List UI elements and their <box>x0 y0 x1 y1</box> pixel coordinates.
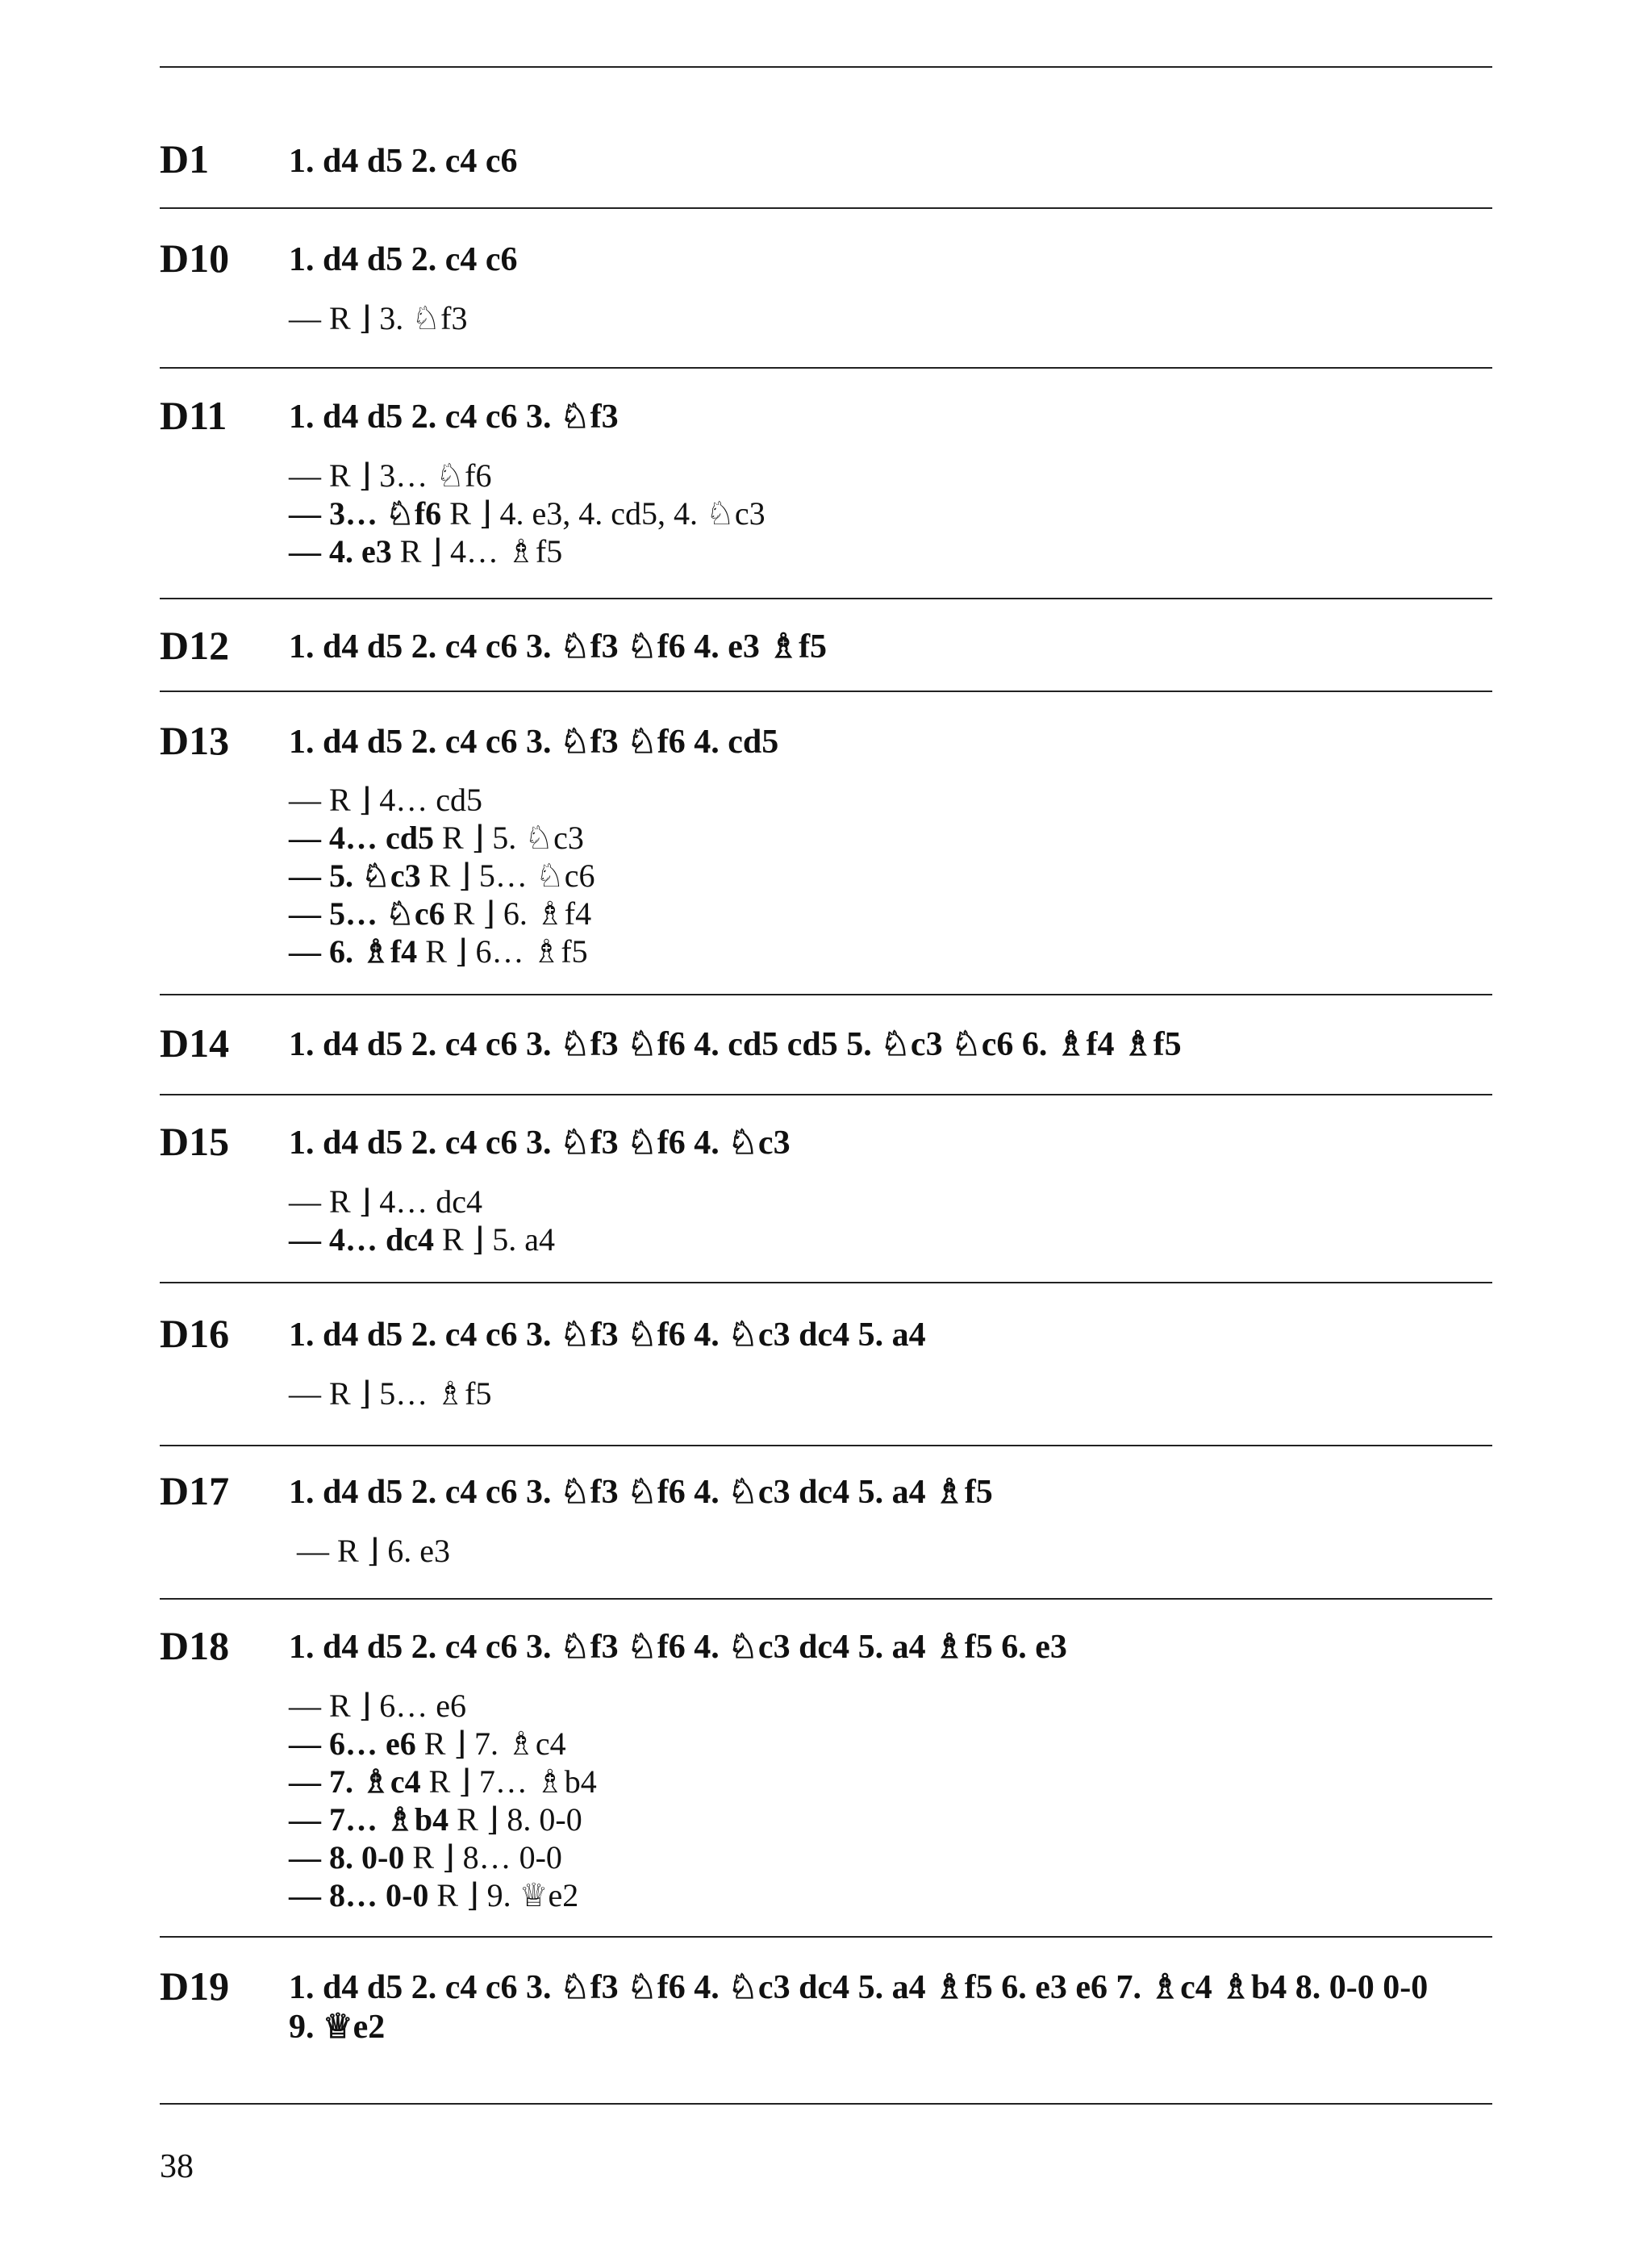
eco-code: D18 <box>160 1623 230 1668</box>
variation-list <box>289 299 467 337</box>
variation-line: — 4. e3 R ⌋ 4… ♗f5 <box>289 533 563 570</box>
variation-list <box>297 1532 450 1570</box>
main-line: 1. d4 d5 2. c4 c6 3. ♘f3 ♘f6 4. cd5 <box>289 724 779 761</box>
variation-list <box>289 457 766 570</box>
variation-line: — 4… cd5 R ⌋ 5. ♘c3 <box>289 820 584 856</box>
main-line: 1. d4 d5 2. c4 c6 3. ♘f3 ♘f6 4. cd5 cd5 5. ♘c3 ♘c6 6. ♗f4 ♗f5 <box>289 1026 1182 1063</box>
main-line: 1. d4 d5 2. c4 c6 <box>289 143 518 180</box>
variation-line: — 8… 0-0 R ⌋ 9. ♕e2 <box>289 1877 579 1913</box>
variation-list <box>289 1375 491 1412</box>
eco-code: D12 <box>160 623 230 668</box>
divider <box>160 994 1492 995</box>
eco-code: D17 <box>160 1468 230 1513</box>
divider <box>160 2103 1492 2105</box>
main-line: 1. d4 d5 2. c4 c6 3. ♘f3 ♘f6 4. ♘c3 dc4 5. a4 ♗f5 6. e3 <box>289 1629 1067 1666</box>
variation-list <box>289 781 595 970</box>
variation-line: — 6… e6 R ⌋ 7. ♗c4 <box>289 1725 566 1762</box>
variation-line: — 5. ♘c3 R ⌋ 5… ♘c6 <box>289 857 595 894</box>
eco-code: D16 <box>160 1311 230 1356</box>
variation-line: — 7… ♗b4 R ⌋ 8. 0-0 <box>289 1801 582 1838</box>
variation-line: — R ⌋ 3. ♘f3 <box>289 300 468 336</box>
divider <box>160 66 1492 68</box>
variation-line: — R ⌋ 5… ♗f5 <box>289 1375 492 1412</box>
eco-code: D10 <box>160 236 230 281</box>
page-number: 38 <box>160 2148 194 2185</box>
main-line: 1. d4 d5 2. c4 c6 3. ♘f3 ♘f6 4. ♘c3 dc4 5. a4 ♗f5 <box>289 1474 993 1511</box>
variation-line: — 5… ♘c6 R ⌋ 6. ♗f4 <box>289 895 592 932</box>
divider <box>160 1936 1492 1938</box>
divider <box>160 367 1492 369</box>
eco-code: D14 <box>160 1020 230 1066</box>
variation-line: — 8. 0-0 R ⌋ 8… 0-0 <box>289 1839 562 1876</box>
eco-code: D11 <box>160 393 227 438</box>
variation-list <box>289 1687 597 1914</box>
eco-code: D13 <box>160 718 230 763</box>
divider <box>160 691 1492 692</box>
divider <box>160 207 1492 209</box>
variation-line: — 6. ♗f4 R ⌋ 6… ♗f5 <box>289 933 588 970</box>
variation-line: — R ⌋ 3… ♘f6 <box>289 457 492 494</box>
divider <box>160 1094 1492 1095</box>
main-line: 1. d4 d5 2. c4 c6 <box>289 241 518 278</box>
divider <box>160 1598 1492 1600</box>
divider <box>160 598 1492 599</box>
main-line: 1. d4 d5 2. c4 c6 3. ♘f3 ♘f6 4. ♘c3 <box>289 1124 791 1162</box>
variation-line: — 4… dc4 R ⌋ 5. a4 <box>289 1221 556 1258</box>
variation-line: — R ⌋ 6… e6 <box>289 1688 467 1724</box>
eco-code: D19 <box>160 1963 230 2009</box>
eco-code: D1 <box>160 136 210 182</box>
variation-list <box>289 1183 555 1258</box>
variation-line: — R ⌋ 6. e3 <box>297 1533 451 1569</box>
variation-line: — 7. ♗c4 R ⌋ 7… ♗b4 <box>289 1763 597 1800</box>
divider <box>160 1282 1492 1283</box>
variation-line: — 3… ♘f6 R ⌋ 4. e3, 4. cd5, 4. ♘c3 <box>289 495 766 532</box>
eco-code: D15 <box>160 1119 230 1164</box>
divider <box>160 1445 1492 1446</box>
main-line: 1. d4 d5 2. c4 c6 3. ♘f3 ♘f6 4. ♘c3 dc4 5. a4 <box>289 1316 926 1354</box>
main-line: 1. d4 d5 2. c4 c6 3. ♘f3 ♘f6 4. e3 ♗f5 <box>289 628 828 666</box>
variation-line: — R ⌋ 4… dc4 <box>289 1183 483 1220</box>
variation-line: — R ⌋ 4… cd5 <box>289 782 483 818</box>
main-line: 1. d4 d5 2. c4 c6 3. ♘f3 ♘f6 4. ♘c3 dc4 5. a4 ♗f5 6. e3 e6 7. ♗c4 ♗b4 8. 0-0 0-0 9. ♕e2 <box>289 1969 1429 2046</box>
main-line: 1. d4 d5 2. c4 c6 3. ♘f3 <box>289 398 619 436</box>
